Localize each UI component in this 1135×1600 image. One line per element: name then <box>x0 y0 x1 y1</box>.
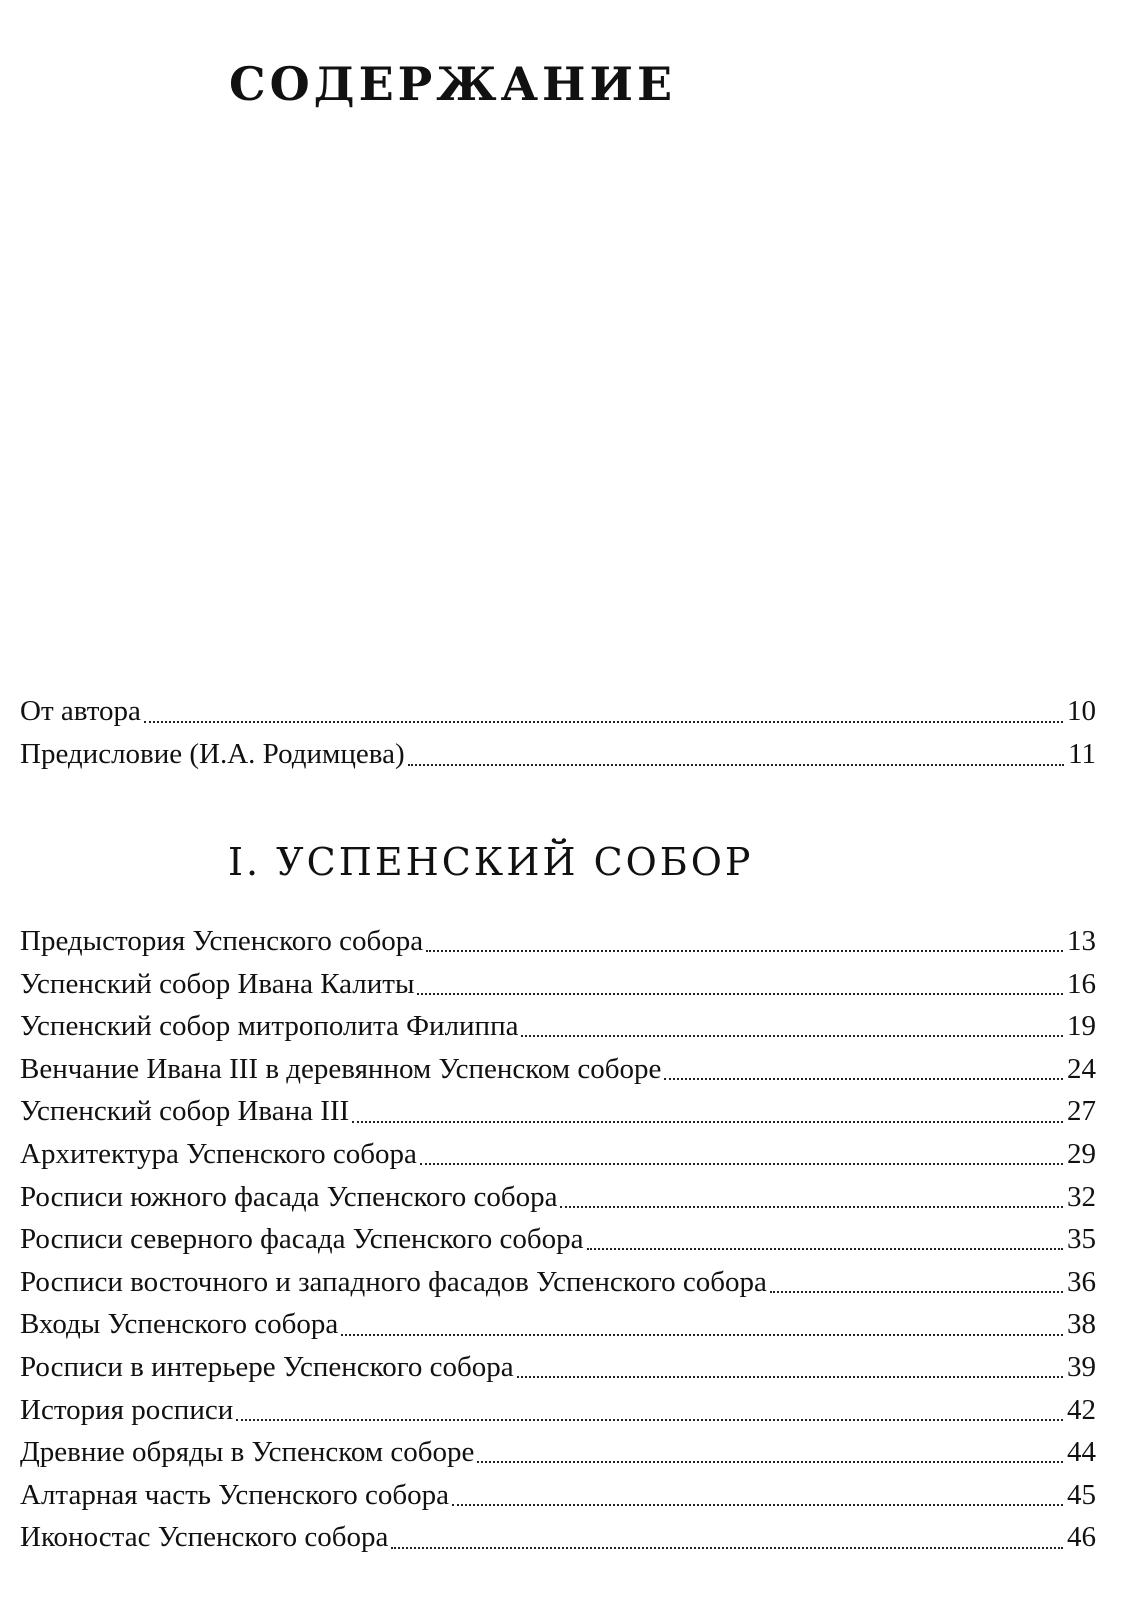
toc-entry[interactable] <box>20 1389 1096 1432</box>
toc-entry[interactable] <box>20 1005 1096 1048</box>
toc-entry-label: Венчание Ивана III в деревянном Успенском соборе <box>20 1052 662 1085</box>
toc-entry-page: 44 <box>1067 1436 1096 1469</box>
dot-leader <box>391 1547 1063 1549</box>
toc-entry[interactable] <box>20 963 1096 1006</box>
toc-entry-label: От автора <box>20 695 141 727</box>
toc-entry-page: 16 <box>1067 967 1096 1000</box>
toc-entry-page: 10 <box>1067 695 1096 727</box>
toc-entry-label: Успенский собор Ивана III <box>20 1095 350 1128</box>
toc-entry-page: 24 <box>1067 1052 1096 1085</box>
toc-entry-page: 32 <box>1067 1180 1096 1213</box>
toc-entry[interactable] <box>20 1218 1096 1261</box>
dot-leader <box>236 1419 1063 1421</box>
toc-entry-page: 38 <box>1067 1308 1096 1341</box>
toc-entry[interactable] <box>20 1474 1096 1517</box>
dot-leader <box>408 764 1064 766</box>
section-title: I. УСПЕНСКИЙ СОБОР <box>228 840 754 884</box>
dot-leader <box>521 1035 1063 1037</box>
front-matter-list <box>20 690 1096 776</box>
toc-entry-page: 42 <box>1067 1393 1096 1426</box>
toc-entry[interactable] <box>20 1176 1096 1219</box>
dot-leader <box>420 1163 1063 1165</box>
toc-entry-label: Росписи южного фасада Успенского собора <box>20 1180 558 1213</box>
toc-entry[interactable] <box>20 1516 1096 1559</box>
dot-leader <box>587 1248 1064 1250</box>
dot-leader <box>664 1078 1063 1080</box>
toc-entry[interactable] <box>20 1303 1096 1346</box>
toc-entry[interactable] <box>20 1431 1096 1474</box>
toc-entry-page: 39 <box>1067 1350 1096 1383</box>
page-title: СОДЕРЖАНИЕ <box>229 57 677 111</box>
toc-entry-page: 29 <box>1067 1137 1096 1170</box>
dot-leader <box>417 993 1063 995</box>
toc-entry-label: Успенский собор митрополита Филиппа <box>20 1010 519 1043</box>
toc-entry-label: Архитектура Успенского собора <box>20 1137 417 1170</box>
dot-leader <box>560 1206 1063 1208</box>
dot-leader <box>352 1121 1063 1123</box>
dot-leader <box>144 721 1063 723</box>
toc-entry-label: Предисловие (И.А. Родимцева) <box>20 738 405 770</box>
dot-leader <box>477 1461 1063 1463</box>
toc-entry[interactable] <box>20 1346 1096 1389</box>
toc-entry-page: 46 <box>1067 1521 1096 1554</box>
toc-entry-page: 19 <box>1067 1010 1096 1043</box>
toc-entry-label: Предыстория Успенского собора <box>20 925 424 957</box>
toc-entry-label: История росписи <box>20 1393 234 1426</box>
toc-entry-label: Входы Успенского собора <box>20 1308 339 1341</box>
toc-entry-label: Алтарная часть Успенского собора <box>20 1478 450 1511</box>
toc-entry[interactable] <box>20 690 1096 733</box>
toc-entry-label: Росписи в интерьере Успенского собора <box>20 1350 514 1383</box>
toc-entry[interactable] <box>20 920 1096 963</box>
toc-entry-label: Росписи северного фасада Успенского собора <box>20 1223 584 1256</box>
toc-entry[interactable] <box>20 1048 1096 1091</box>
dot-leader <box>517 1376 1063 1378</box>
toc-entry-label: Иконостас Успенского собора <box>20 1521 389 1554</box>
toc-entry[interactable] <box>20 1090 1096 1133</box>
toc-entry-page: 13 <box>1067 925 1096 957</box>
toc-entry-page: 35 <box>1067 1223 1096 1256</box>
toc-entry-page: 27 <box>1067 1095 1096 1128</box>
dot-leader <box>452 1504 1063 1506</box>
toc-entry-page: 45 <box>1067 1478 1096 1511</box>
dot-leader <box>341 1334 1063 1336</box>
toc-entry[interactable] <box>20 733 1096 776</box>
toc-entry-page: 11 <box>1068 738 1096 770</box>
toc-entry-label: Росписи восточного и западного фасадов Успенского собора <box>20 1265 767 1298</box>
toc-entry-page: 36 <box>1067 1265 1096 1298</box>
dot-leader <box>426 950 1063 952</box>
section-entry-list <box>20 920 1096 1559</box>
toc-entry-label: Древние обряды в Успенском соборе <box>20 1436 475 1469</box>
toc-entry[interactable] <box>20 1261 1096 1304</box>
toc-entry[interactable] <box>20 1133 1096 1176</box>
dot-leader <box>770 1291 1063 1293</box>
toc-entry-label: Успенский собор Ивана Калиты <box>20 967 415 1000</box>
